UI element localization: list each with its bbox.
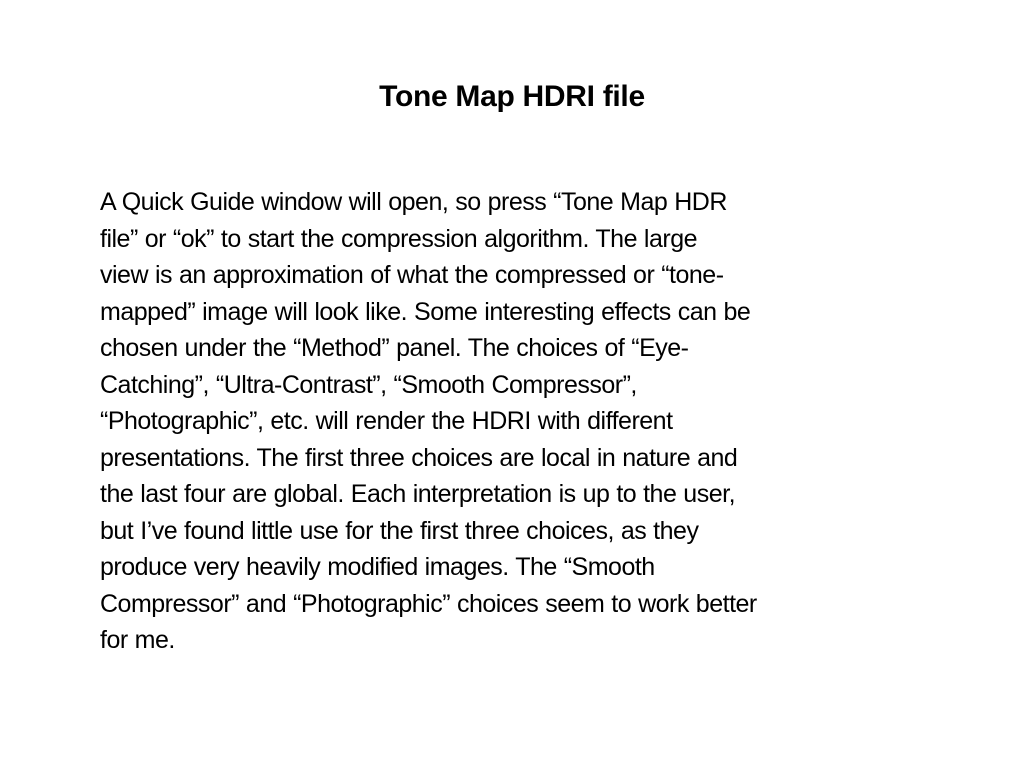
slide-body-text: A Quick Guide window will open, so press “Tone Map HDR file” or “ok” to start the compression algorithm. The large view is an approximation of what the compressed or “tone- mapped” image will look like. Some interesting effects can be chosen under the “Method” panel. The choices of “Eye- Catching”, “Ultra-Contrast”, “Smooth Compressor”, “Photographic”, etc. will render the HDRI with different presentations. The first three choices are local in nature and the last four are global. Each interpretation is up to the user, but I’ve found little use for the first three choices, as they produce very heavily modified images. The “Smooth Compressor” and “Photographic” choices seem to work better for me.: [100, 188, 757, 654]
slide-title: Tone Map HDRI file: [379, 80, 645, 113]
